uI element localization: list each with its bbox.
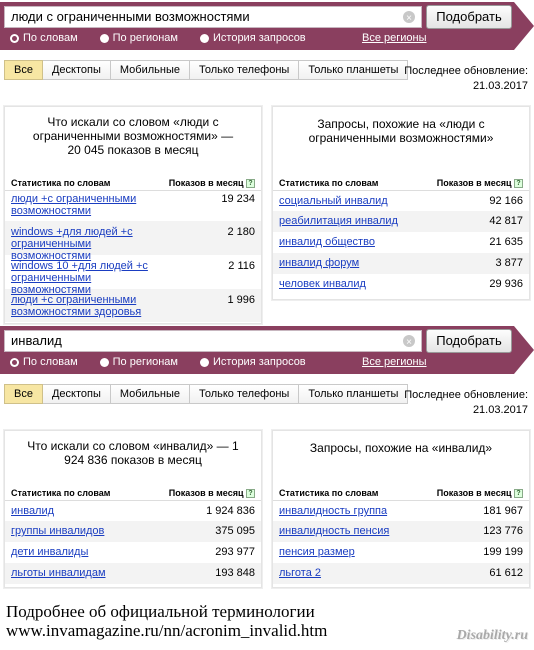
right-card-title: Запросы, похожие на «инвалид» xyxy=(309,441,493,455)
phrase-link[interactable]: инвалидность группа xyxy=(279,505,388,517)
searchbar-arrow xyxy=(514,2,534,50)
table-row: инвалид 1 924 836 xyxy=(5,501,261,521)
device-tabs xyxy=(4,384,408,404)
phrase-link[interactable]: инвалид общество xyxy=(279,236,375,248)
radio-dot-icon xyxy=(200,358,209,367)
radio-dot-icon xyxy=(100,358,109,367)
searchbar-arrow xyxy=(514,326,534,374)
close-icon[interactable]: × xyxy=(403,335,415,347)
table-row: льготы инвалидам 193 848 xyxy=(5,563,261,584)
table-row: windows +для людей +с ограниченными возможностями 2 180 xyxy=(5,221,261,255)
left-card-title: Что искали со словом «инвалид» — 1 924 836 показов в месяц xyxy=(27,439,239,467)
radio-dot-icon xyxy=(100,34,109,43)
phrase-link[interactable]: инвалид форум xyxy=(279,257,360,269)
help-icon[interactable]: ? xyxy=(514,179,523,188)
radio-dot-icon xyxy=(10,358,19,367)
search-bar xyxy=(0,326,534,374)
table-row: инвалид форум 3 877 xyxy=(273,253,529,274)
table-row: инвалид общество 21 635 xyxy=(273,232,529,253)
phrase-link[interactable]: социальный инвалид xyxy=(279,195,388,207)
help-icon[interactable]: ? xyxy=(246,489,255,498)
help-icon[interactable]: ? xyxy=(246,179,255,188)
table-header: Статистика по словам Показов в месяц ? xyxy=(273,177,529,191)
all-regions-link[interactable]: Все регионы xyxy=(362,356,427,368)
tab-desktops[interactable]: Десктопы xyxy=(43,60,111,80)
radio-by-regions[interactable]: По регионам xyxy=(100,32,178,44)
device-tabs xyxy=(4,60,408,80)
radio-dot-icon xyxy=(200,34,209,43)
phrase-link[interactable]: группы инвалидов xyxy=(11,525,105,537)
search-mode-radios xyxy=(10,356,328,368)
search-bar xyxy=(0,2,534,50)
left-stats-card xyxy=(4,430,262,588)
phrase-link[interactable]: реабилитация инвалид xyxy=(279,215,398,227)
tab-all[interactable]: Все xyxy=(4,60,43,80)
phrase-link[interactable]: человек инвалид xyxy=(279,278,366,290)
table-row: инвалидность пенсия 123 776 xyxy=(273,521,529,542)
table-row: пенсия размер 199 199 xyxy=(273,542,529,563)
radio-dot-icon xyxy=(10,34,19,43)
wordstat-block-1 xyxy=(0,2,534,318)
search-mode-radios xyxy=(10,32,328,44)
table-header: Статистика по словам Показов в месяц ? xyxy=(273,487,529,501)
search-input[interactable]: инвалид × xyxy=(4,330,422,352)
phrase-link[interactable]: льготы инвалидам xyxy=(11,567,106,579)
radio-by-words[interactable]: По словам xyxy=(10,32,78,44)
radio-by-words[interactable]: По словам xyxy=(10,356,78,368)
tab-desktops[interactable]: Десктопы xyxy=(43,384,111,404)
phrase-link[interactable]: пенсия размер xyxy=(279,546,355,558)
watermark-logo: Disability.ru xyxy=(456,628,528,643)
submit-button[interactable]: Подобрать xyxy=(426,329,512,353)
table-row: человек инвалид 29 936 xyxy=(273,274,529,295)
table-header: Статистика по словам Показов в месяц ? xyxy=(5,177,261,191)
phrase-link[interactable]: windows +для людей +с ограниченными возможностями xyxy=(11,226,133,262)
right-stats-card xyxy=(272,106,530,300)
table-header: Статистика по словам Показов в месяц ? xyxy=(5,487,261,501)
close-icon[interactable]: × xyxy=(403,11,415,23)
radio-history[interactable]: История запросов xyxy=(200,32,306,44)
table-row: реабилитация инвалид 42 817 xyxy=(273,211,529,232)
footer-caption xyxy=(6,602,327,640)
tab-mobile[interactable]: Мобильные xyxy=(111,60,190,80)
right-stats-card xyxy=(272,430,530,588)
tab-tablets[interactable]: Только планшеты xyxy=(299,384,408,404)
table-row: льгота 2 61 612 xyxy=(273,563,529,584)
phrase-link[interactable]: люди +с ограниченными возможностями xyxy=(11,193,137,217)
last-updated: Последнее обновление: 21.03.2017 xyxy=(404,65,528,92)
radio-history[interactable]: История запросов xyxy=(200,356,306,368)
all-regions-link[interactable]: Все регионы xyxy=(362,32,427,44)
tab-tablets[interactable]: Только планшеты xyxy=(299,60,408,80)
phrase-link[interactable]: дети инвалиды xyxy=(11,546,89,558)
table-row: социальный инвалид 92 166 xyxy=(273,191,529,211)
tab-all[interactable]: Все xyxy=(4,384,43,404)
phrase-link[interactable]: льгота 2 xyxy=(279,567,322,579)
last-updated: Последнее обновление: 21.03.2017 xyxy=(404,389,528,416)
phrase-link[interactable]: инвалид xyxy=(11,505,55,517)
help-icon[interactable]: ? xyxy=(514,489,523,498)
search-input[interactable]: люди с ограниченными возможностями × xyxy=(4,6,422,28)
phrase-link[interactable]: windows 10 +для людей +с ограниченными возможностями xyxy=(11,260,148,296)
footer-line-1: Подробнее об официальной терминологии xyxy=(6,602,315,621)
phrase-link[interactable]: люди +с ограниченными возможностями здоровья xyxy=(11,294,142,318)
tab-mobile[interactable]: Мобильные xyxy=(111,384,190,404)
left-stats-card xyxy=(4,106,262,324)
submit-button[interactable]: Подобрать xyxy=(426,5,512,29)
table-row: инвалидность группа 181 967 xyxy=(273,501,529,521)
table-row: дети инвалиды 293 977 xyxy=(5,542,261,563)
wordstat-block-2 xyxy=(0,326,534,579)
table-row: windows 10 +для людей +с ограниченными возможностями 2 116 xyxy=(11,260,255,296)
table-row: люди +с ограниченными возможностями здоровья 1 996 xyxy=(5,289,261,322)
tab-phones[interactable]: Только телефоны xyxy=(190,60,299,80)
radio-by-regions[interactable]: По регионам xyxy=(100,356,178,368)
tab-phones[interactable]: Только телефоны xyxy=(190,384,299,404)
table-row: люди +с ограниченными возможностями 19 234 xyxy=(5,191,261,221)
phrase-link[interactable]: инвалидность пенсия xyxy=(279,525,390,537)
footer-line-2: www.invamagazine.ru/nn/acronim_invalid.htm xyxy=(6,621,328,640)
left-card-title: Что искали со словом «люди с ограниченными возможностями» — 20 045 показов в месяц xyxy=(32,115,234,157)
table-row: группы инвалидов 375 095 xyxy=(5,521,261,542)
right-card-title: Запросы, похожие на «люди с ограниченными возможностями» xyxy=(308,117,494,145)
